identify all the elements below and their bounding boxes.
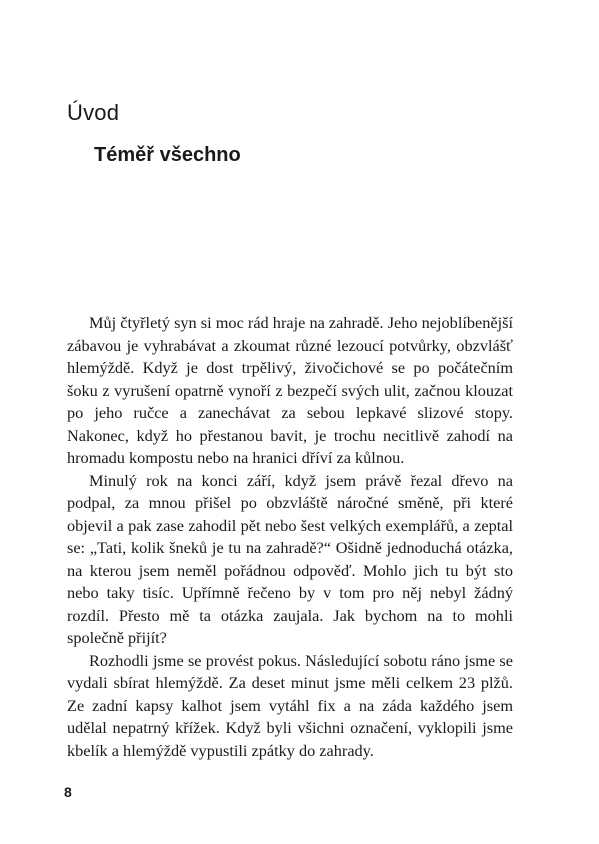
chapter-title: Téměř všechno bbox=[94, 144, 241, 166]
page-number: 8 bbox=[64, 784, 72, 800]
paragraph-3: Rozhodli jsme se provést pokus. Následující sobotu ráno jsme se vydali sbírat hlemýždě. Za deset minut jsme měli celkem 23 plžů. Ze zadní kapsy kalhot jsem vytáhl fix a na záda každého jsem udělal nepatrný křížek. Když byli všichni označení, vyklopili jsme kbelík a hlemýždě vypustili zpátky do zahrady. bbox=[67, 650, 513, 760]
chapter-label: Úvod bbox=[67, 100, 120, 125]
paragraph-1: Můj čtyřletý syn si moc rád hraje na zahradě. Jeho nejoblíbenější zábavou je vyhrabávat a zkoumat různé lezoucí potvůrky, obzvlášť hlemýždě. Když je dost trpělivý, živočichové se po počátečním šoku z vyrušení opatrně vynoří z bezpečí svých ulit, začnou klouzat po jeho ručce a zanechávat za sebou lepkavé slizové stopy. Nakonec, když ho přestanou bavit, je trochu necitlivě zahodí na hromadu kompostu nebo na hranici dříví za kůlnou. bbox=[67, 313, 513, 467]
paragraph-2: Minulý rok na konci září, když jsem právě řezal dřevo na podpal, za mnou přišel po obzvláště náročné směně, při které objevil a pak zase zahodil pět nebo šest velkých exemplářů, a zeptal se: „Tati, kolik šneků je tu na zahradě?“ Ošidně jednoduchá otázka, na kterou jsem neměl pořádnou odpověď. Mohlo jich tu být sto nebo taky tisíc. Upřímně řečeno by v tom pro něj nebyl žádný rozdíl. Přesto mě ta otázka zaujala. Jak bychom na to mohli společně přijít? bbox=[67, 470, 513, 647]
body-text bbox=[67, 312, 513, 762]
